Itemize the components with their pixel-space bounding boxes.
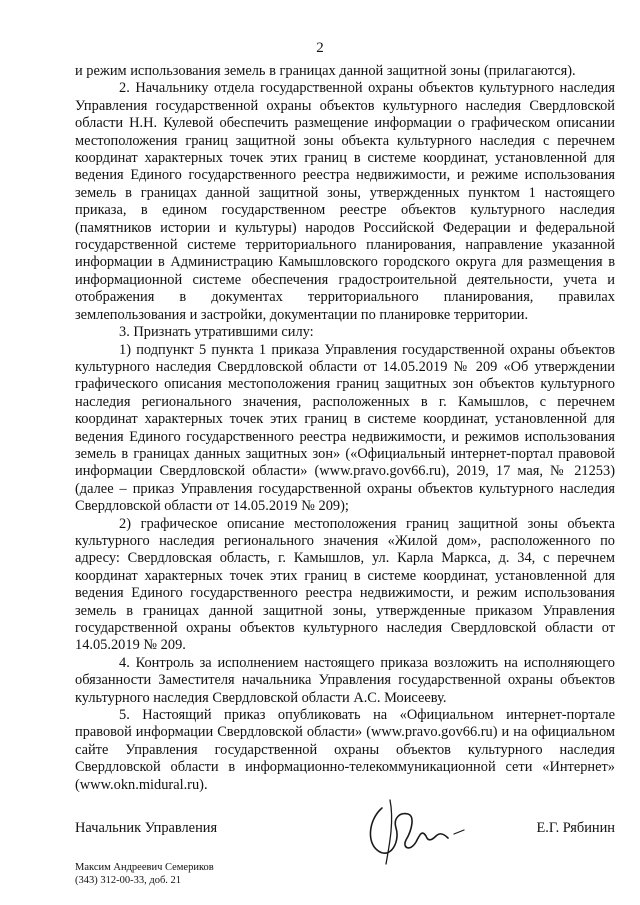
paragraph-continuation: и режим использования земель в границах данной защитной зоны (прилагаются). bbox=[75, 63, 576, 79]
contact-name: Максим Андреевич Семериков bbox=[75, 862, 214, 873]
paragraph-subitem-2: 2) графическое описание местоположения границ защитной зоны объекта культурного наследия регионального значения «Жилой дом», расположенного по адресу: Свердловская область, г. Камышлов, ул. Карла Маркса, д. 34, с перечнем координат характерных точек этих границ в системе координат, установленной для ведения Единого государственного реестра недвижимости, и режим использования земель в границах данной защитной зоны, утвержденные приказом Управления государственной охраны объектов культурного наследия Свердловской области от 14.05.2019 № 209. bbox=[75, 515, 615, 654]
paragraph-item-3: 3. Признать утратившими силу: bbox=[119, 324, 314, 341]
handwritten-signature bbox=[360, 790, 470, 870]
page-number: 2 bbox=[316, 40, 324, 56]
contact-phone: (343) 312-00-33, доб. 21 bbox=[75, 875, 182, 886]
signatory-name: Е.Г. Рябинин bbox=[536, 820, 615, 836]
contact-block bbox=[75, 861, 214, 887]
paragraph-subitem-1: 1) подпункт 5 пункта 1 приказа Управления государственной охраны объектов культурного наследия Свердловской области от 14.05.2019 № 209 «Об утверждении графического описания местоположения границ защитных зон объектов культурного наследия регионального значения, расположенных в г. Камышлов, с перечнем координат характерных точек этих границ в системе координат, установленной для ведения Единого государственного реестра недвижимости, и режимов использования земель в границах данных защитных зон» («Официальный интернет-портал правовой информации Свердловской области» (www.pravo.gov66.ru), 2019, 17 мая, № 21253) (далее – приказ Управления государственной охраны объектов культурного наследия Свердловской области от 14.05.2019 № 209); bbox=[75, 341, 615, 515]
paragraph-item-5: 5. Настоящий приказ опубликовать на «Официальном интернет-портале правовой информации Свердловской области» (www.pravo.gov66.ru) и на официальном сайте Управления государственной охраны объектов культурного наследия Свердловской области в информационно-телекоммуникационной сети «Интернет» (www.okn.midural.ru). bbox=[75, 707, 615, 793]
paragraph-item-4: 4. Контроль за исполнением настоящего приказа возложить на исполняющего обязанности Заместителя начальника Управления государственной охраны объектов культурного наследия Свердловской области А.С. Моисееву. bbox=[75, 654, 615, 706]
signatory-title: Начальник Управления bbox=[75, 820, 218, 836]
document-body bbox=[75, 63, 615, 794]
paragraph-item-2: 2. Начальнику отдела государственной охраны объектов культурного наследия Управления государственной охраны объектов культурного наследия Свердловской области Н.Н. Кулевой обеспечить размещение информации о графическом описании местоположения границ защитной зоны объекта культурного наследия с перечнем координат характерных точек этих границ в системе координат, установленной для ведения Единого государственного реестра недвижимости, и режиме использования земель в границах данной защитной зоны, утвержденных пунктом 1 настоящего приказа, в едином государственном реестре объектов культурного наследия (памятников истории и культуры) народов Российской Федерации и федеральной государственной системе территориального планирования, направление указанной информации в Администрацию Камышловского городского округа для размещения в информационной системе обеспечения градостроительной деятельности, учета и отображения в документах территориального планирования, правилах землепользования и застройки, документации по планировке территории. bbox=[75, 80, 615, 323]
